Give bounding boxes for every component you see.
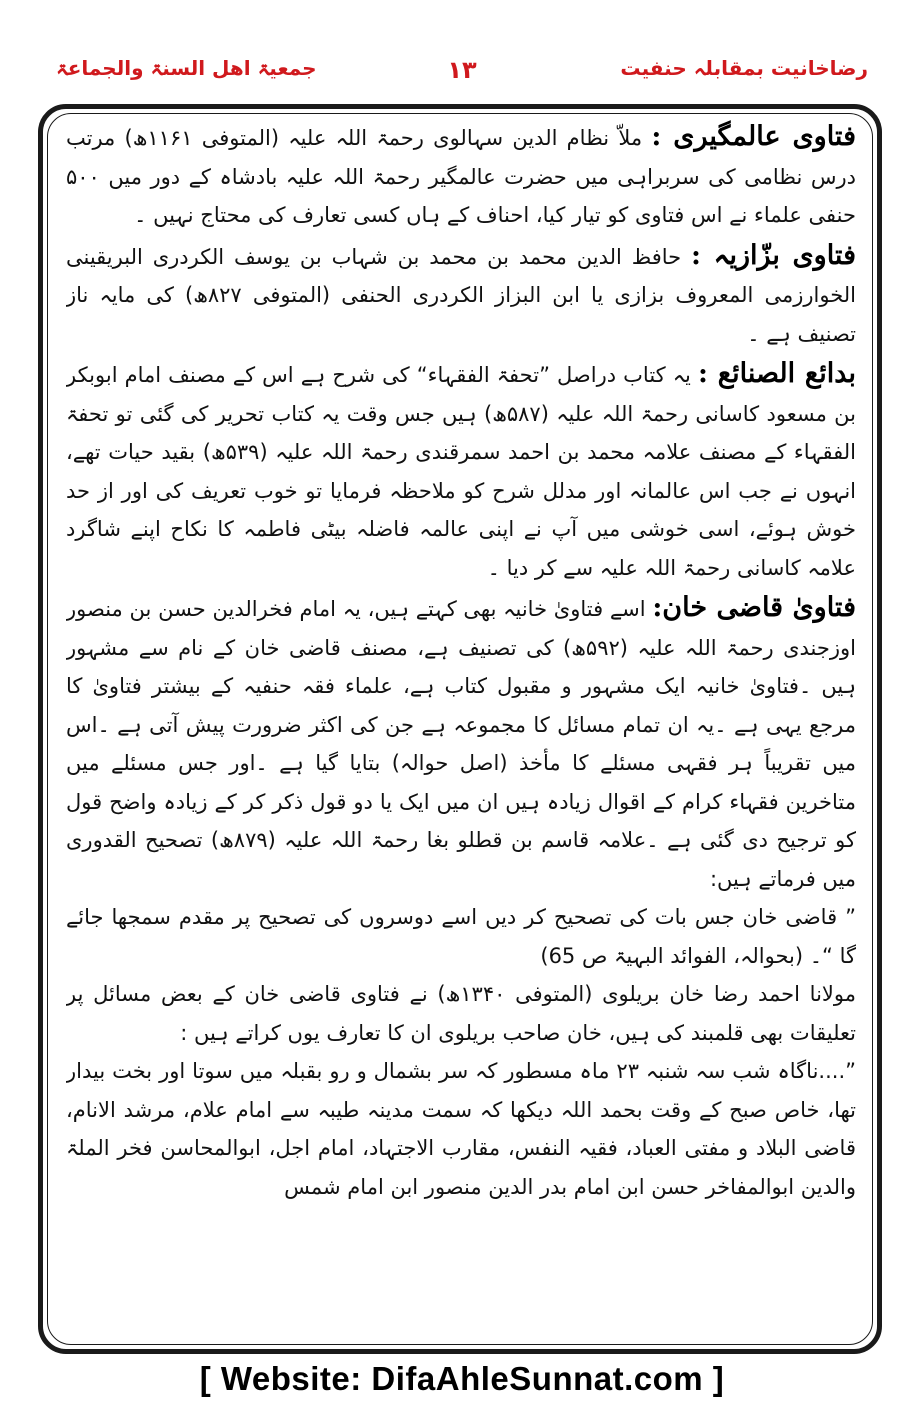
section-heading: فتاوی عالمگیری : xyxy=(651,121,856,152)
section-heading: بدائع الصنائع : xyxy=(697,358,856,389)
header-left-text: جمعیۃ اھل السنۃ والجماعۃ xyxy=(56,56,317,80)
paragraph-ahmad-raza-khan: مولانا احمد رضا خان بریلوی (المتوفی ۱۳۴۰ھ) نے فتاوی قاضی خان کے بعض مسائل پر تعلیقات بھی قلمبند کی ہیں، خان صاحب بریلوی ان کا تعارف یوں کراتے ہیں : xyxy=(66,982,856,1045)
section-heading: فتاوی بزّازیہ : xyxy=(691,239,856,271)
section-text: حافظ الدین محمد بن محمد بن شہاب بن یوسف الکردری البریقینی الخوارزمی المعروف بزازی یا ابن البزاز الکردری الحنفی (المتوفی ۸۲۷ھ) کی مایہ ناز تصنیف ہے ۔ xyxy=(66,244,856,346)
section-heading: فتاویٰ قاضی خان: xyxy=(652,592,856,623)
quote-ahmad-raza-khan: ”....ناگاہ شب سہ شنبہ ۲۳ ماہ مسطور کہ سر بشمال و رو بقبلہ میں سوتا اور بخت بیدار تھا، خاص صبح کے وقت بحمد اللہ دیکھا کہ سمت مدینہ طیبہ سے امام علام، مرشد الانام، قاضی البلاد و مفتی العباد، فقیہ النفس، مقارب الاجتہاد، امام اجل، ابوالمحاسن فخر الملۃ والدین ابوالمفاخر حسن ابن امام بدر الدین منصور ابن امام شمس xyxy=(66,1059,856,1199)
website-footer: [ Website: DifaAhleSunnat.com ] xyxy=(199,1360,725,1397)
section-text: یہ کتاب دراصل ”تحفۃ الفقہاء“ کی شرح ہے اس کے مصنف امام ابوبکر بن مسعود کاسانی رحمۃ اللہ علیہ (۵۸۷ھ) ہیں جس وقت یہ کتاب تحریر کی گئی تو تحفۃ الفقہاء کے مصنف علامہ محمد بن احمد سمرقندی رحمۃ اللہ علیہ (۵۳۹ھ) بقید حیات تھے، انہوں نے جب اس عالمانہ اور مدلل شرح کو ملاحظہ فرمایا تو خوب تعریف کی اور از حد خوش ہوئے، اسی خوشی میں آپ نے اپنی عالمہ فاضلہ بیٹی فاطمہ کا نکاح اپنے شاگرد علامہ کاسانی رحمۃ اللہ علیہ سے کر دیا ۔ xyxy=(66,363,856,580)
section-fatawa-alamgiri xyxy=(66,118,856,235)
section-text: اسے فتاویٰ خانیہ بھی کہتے ہیں، یہ امام فخرالدین حسن بن منصور اوزجندی رحمۃ اللہ علیہ (۵۹۲ھ) کی تصنیف ہے، مصنف قاضی خان کے نام سے مشہور ہیں ۔فتاویٰ خانیہ ایک مشہور و مقبول کتاب ہے، علماء فقہ حنفیہ کے بیشتر فتاویٰ کا مرجع یہی ہے ۔یہ ان تمام مسائل کا مجموعہ ہے جن کی اکثر ضرورت پیش آتی ہے ۔اس میں تقریباً ہر فقہی مسئلے کا مأخذ (اصل حوالہ) بتایا گیا ہے ۔اور جس مسئلے میں متاخرین فقہاء کرام کے اقوال زیادہ ہیں ان میں ایک یا دو قول ذکر کر کے زیادہ واضح قول کو ترجیح دی گئی ہے ۔علامہ قاسم بن قطلو بغا رحمۃ اللہ علیہ (۸۷۹ھ) تصحیح القدوری میں فرماتے ہیں: xyxy=(66,597,856,891)
section-text: ملاّ نظام الدین سہالوی رحمۃ اللہ علیہ (المتوفی ۱۱۶۱ھ) مرتب درس نظامی کی سربراہی میں حضرت عالمگیر رحمۃ اللہ علیہ بادشاہ کے دور میں ۵۰۰ حنفی علماء نے اس فتاوی کو تیار کیا، احناف کے ہاں کسی تعارف کی محتاج نہیں ۔ xyxy=(66,126,856,227)
section-fatawa-bazzaziya xyxy=(66,237,856,354)
header-book-title: رضاخانیت بمقابلہ حنفیت xyxy=(620,56,868,80)
page-header xyxy=(0,56,924,96)
page-number: ۱۳ xyxy=(447,56,477,84)
quote-qasim-bin-qutlubugha: ” قاضی خان جس بات کی تصحیح کر دیں اسے دوسروں کی تصحیح پر مقدم سمجھا جائے گا “۔ (بحوالہ، الفوائد البہیۃ ص 65) xyxy=(66,905,856,968)
page-body xyxy=(66,118,856,1324)
section-badai-al-sanai xyxy=(66,355,856,587)
section-fatawa-qazi-khan xyxy=(66,589,856,898)
